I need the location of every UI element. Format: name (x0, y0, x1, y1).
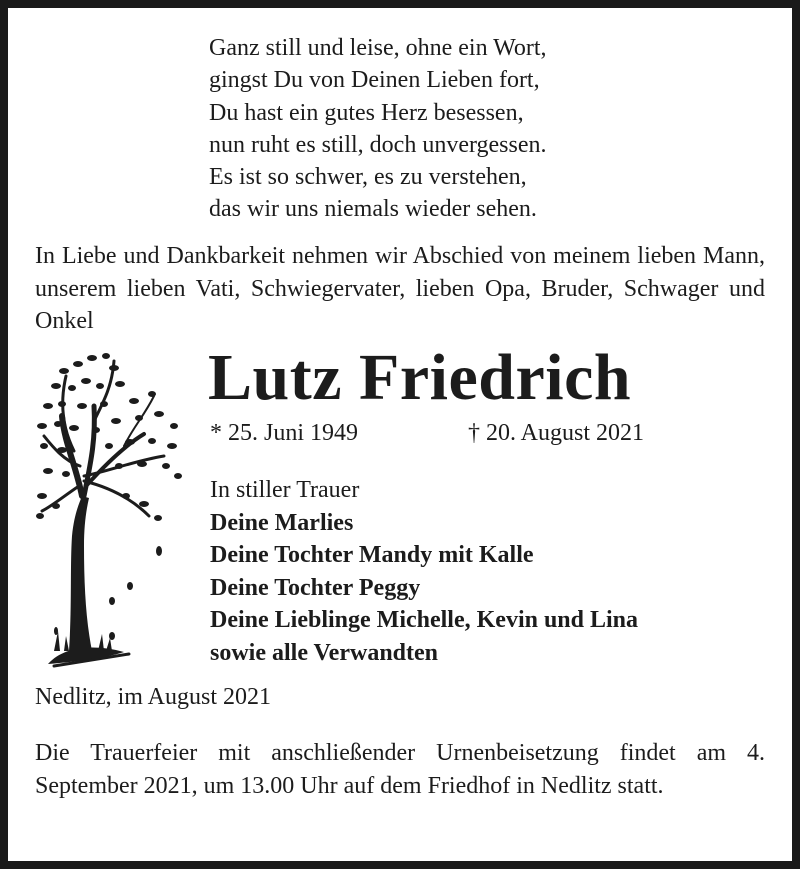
mourners-heading: In stiller Trauer (210, 477, 360, 503)
poem-line: Es ist so schwer, es zu verstehen, (209, 164, 527, 191)
poem-line: Ganz still und leise, ohne ein Wort, (209, 35, 547, 61)
poem-line: das wir uns niemals wieder sehen. (209, 196, 537, 223)
mourner-name: sowie alle Verwandten (210, 639, 438, 666)
mourner-name: Deine Lieblinge Michelle, Kevin und Lina (210, 607, 639, 634)
deceased-name: Lutz Friedrich (208, 341, 632, 414)
birth-date: * 25. Juni 1949 (210, 420, 359, 446)
poem-line: gingst Du von Deinen Lieben fort, (209, 67, 540, 94)
mourner-name: Deine Tochter Peggy (210, 574, 421, 601)
tree-with-falling-leaves-icon (34, 346, 184, 671)
poem (209, 32, 629, 226)
poem-line: Du hast ein gutes Herz besessen, (209, 99, 524, 126)
place-and-date: Nedlitz, im August 2021 (35, 684, 271, 710)
mourner-name: Deine Marlies (210, 509, 354, 536)
death-date: † 20. August 2021 (468, 420, 645, 446)
mourner-name: Deine Tochter Mandy mit Kalle (210, 542, 534, 569)
mourners-block (210, 474, 770, 670)
poem-line: nun ruht es still, doch unvergessen. (209, 131, 547, 158)
intro-paragraph: In Liebe und Dankbarkeit nehmen wir Abschied von meinem lieben Mann, unserem lieben Vati, Schwiegervater, lieben Opa, Bruder, Schwager und Onkel (35, 243, 765, 334)
funeral-notice: Die Trauerfeier mit anschließender Urnenbeisetzung findet am 4. September 2021, um 13.00 Uhr auf dem Friedhof in Nedlitz statt. (35, 740, 765, 799)
